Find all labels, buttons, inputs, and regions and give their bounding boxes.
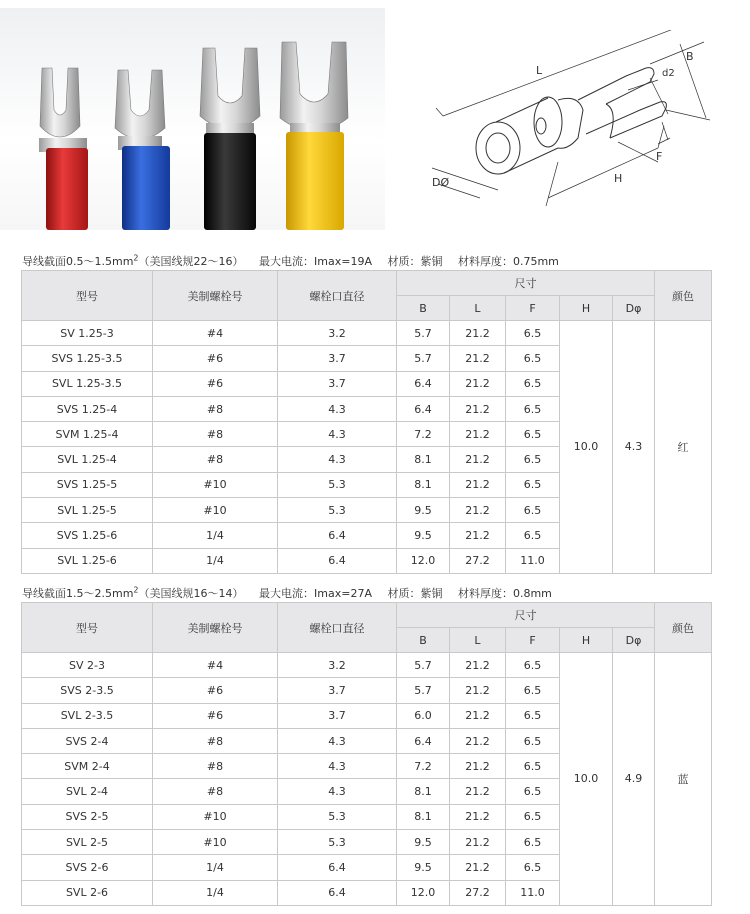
header-size: 尺寸 (397, 271, 655, 296)
cell-bolt-diameter: 5.3 (278, 830, 397, 855)
cell-B: 6.0 (397, 703, 450, 728)
cell-model: SVM 2-4 (22, 754, 153, 779)
spec-table-1 (21, 270, 712, 574)
cell-bolt-diameter: 3.7 (278, 371, 397, 396)
cell-bolt-diameter: 4.3 (278, 779, 397, 804)
cell-model: SV 1.25-3 (22, 321, 153, 346)
cell-B: 12.0 (397, 880, 450, 905)
cell-L: 21.2 (450, 371, 506, 396)
cell-bolt-diameter: 6.4 (278, 523, 397, 548)
cell-model: SVS 1.25-6 (22, 523, 153, 548)
header-L: L (450, 296, 506, 321)
cell-bolt-diameter: 3.7 (278, 703, 397, 728)
cell-F: 6.5 (506, 321, 560, 346)
dimension-drawing (418, 30, 718, 225)
cell-L: 21.2 (450, 447, 506, 472)
spade-terminals-illustration (0, 8, 385, 230)
cell-bolt-diameter: 4.3 (278, 728, 397, 753)
header-D: Dφ (613, 628, 655, 653)
awg-range: （美国线规16～14） (138, 587, 244, 600)
cell-F: 6.5 (506, 523, 560, 548)
cell-us-bolt: #6 (153, 371, 278, 396)
cell-B: 8.1 (397, 447, 450, 472)
cell-L: 21.2 (450, 472, 506, 497)
cell-L: 21.2 (450, 498, 506, 523)
cell-us-bolt: #6 (153, 678, 278, 703)
header-us-bolt: 美制螺栓号 (153, 603, 278, 653)
cell-bolt-diameter: 3.7 (278, 346, 397, 371)
cell-bolt-diameter: 4.3 (278, 447, 397, 472)
cell-L: 21.2 (450, 779, 506, 804)
header-H: H (560, 296, 613, 321)
cell-bolt-diameter: 3.2 (278, 321, 397, 346)
cell-us-bolt: 1/4 (153, 880, 278, 905)
cell-L: 21.2 (450, 678, 506, 703)
cell-F: 6.5 (506, 830, 560, 855)
header-B: B (397, 296, 450, 321)
cell-model: SVS 2-5 (22, 804, 153, 829)
cell-B: 5.7 (397, 346, 450, 371)
cell-bolt-diameter: 3.2 (278, 653, 397, 678)
max-current: 最大电流：Imax=19A (259, 255, 372, 268)
cell-bolt-diameter: 5.3 (278, 498, 397, 523)
cell-H-merged: 10.0 (560, 321, 613, 574)
cell-model: SVM 1.25-4 (22, 422, 153, 447)
cell-bolt-diameter: 4.3 (278, 754, 397, 779)
cross-section: 导线截面1.5～2.5mm (22, 587, 134, 600)
cell-L: 21.2 (450, 653, 506, 678)
cell-B: 7.2 (397, 422, 450, 447)
thickness: 材料厚度：0.8mm (457, 587, 552, 600)
header-B: B (397, 628, 450, 653)
material: 材质：紫铜 (387, 255, 443, 268)
label-H: H (614, 172, 623, 185)
spec-table-2 (21, 602, 712, 906)
header-L: L (450, 628, 506, 653)
cell-L: 21.2 (450, 523, 506, 548)
label-F: F (656, 150, 663, 163)
cell-F: 6.5 (506, 754, 560, 779)
cell-us-bolt: #10 (153, 498, 278, 523)
cell-L: 21.2 (450, 855, 506, 880)
cell-color-merged: 蓝 (655, 653, 712, 906)
cell-bolt-diameter: 4.3 (278, 396, 397, 421)
cell-model: SVS 1.25-5 (22, 472, 153, 497)
cell-F: 6.5 (506, 779, 560, 804)
cell-F: 11.0 (506, 548, 560, 573)
cell-model: SVL 1.25-5 (22, 498, 153, 523)
header-bolt-diameter: 螺栓口直径 (278, 271, 397, 321)
cell-model: SVL 1.25-6 (22, 548, 153, 573)
cell-bolt-diameter: 3.7 (278, 678, 397, 703)
cell-bolt-diameter: 4.3 (278, 422, 397, 447)
cell-model: SVS 2-4 (22, 728, 153, 753)
cell-F: 6.5 (506, 678, 560, 703)
cell-us-bolt: #10 (153, 804, 278, 829)
cell-B: 5.7 (397, 653, 450, 678)
cell-F: 6.5 (506, 422, 560, 447)
cell-F: 6.5 (506, 447, 560, 472)
cell-L: 27.2 (450, 548, 506, 573)
header-model: 型号 (22, 271, 153, 321)
table-row (22, 321, 712, 346)
cell-L: 21.2 (450, 346, 506, 371)
cell-L: 21.2 (450, 728, 506, 753)
cell-us-bolt: #8 (153, 396, 278, 421)
header-model: 型号 (22, 603, 153, 653)
header-F: F (506, 628, 560, 653)
cell-B: 9.5 (397, 855, 450, 880)
cross-section-sup: 2 (133, 585, 139, 595)
material: 材质：紫铜 (387, 587, 443, 600)
thickness: 材料厚度：0.75mm (457, 255, 559, 268)
header-F: F (506, 296, 560, 321)
cell-B: 6.4 (397, 728, 450, 753)
cell-us-bolt: #4 (153, 321, 278, 346)
cell-F: 6.5 (506, 346, 560, 371)
cell-us-bolt: #6 (153, 346, 278, 371)
table-row (22, 653, 712, 678)
cell-L: 27.2 (450, 880, 506, 905)
cell-D-merged: 4.3 (613, 321, 655, 574)
cell-bolt-diameter: 6.4 (278, 855, 397, 880)
header-bolt-diameter: 螺栓口直径 (278, 603, 397, 653)
cell-F: 6.5 (506, 855, 560, 880)
cell-B: 9.5 (397, 523, 450, 548)
cell-L: 21.2 (450, 703, 506, 728)
label-d2: d2 (662, 68, 675, 79)
cell-color-merged: 红 (655, 321, 712, 574)
cell-model: SVS 1.25-3.5 (22, 346, 153, 371)
header-color: 颜色 (655, 271, 712, 321)
cell-L: 21.2 (450, 754, 506, 779)
cell-F: 11.0 (506, 880, 560, 905)
cell-bolt-diameter: 5.3 (278, 472, 397, 497)
cell-B: 9.5 (397, 830, 450, 855)
cell-model: SVL 2-4 (22, 779, 153, 804)
label-B: B (686, 50, 694, 63)
cell-F: 6.5 (506, 703, 560, 728)
cell-model: SVS 2-6 (22, 855, 153, 880)
spade-terminal-diagram (418, 30, 718, 225)
cell-us-bolt: #4 (153, 653, 278, 678)
cell-F: 6.5 (506, 396, 560, 421)
cell-B: 5.7 (397, 321, 450, 346)
cell-H-merged: 10.0 (560, 653, 613, 906)
cell-us-bolt: #10 (153, 472, 278, 497)
header-size: 尺寸 (397, 603, 655, 628)
cell-L: 21.2 (450, 804, 506, 829)
cell-us-bolt: 1/4 (153, 855, 278, 880)
yellow-terminal (280, 42, 348, 230)
cell-us-bolt: #8 (153, 422, 278, 447)
black-terminal (200, 48, 260, 230)
blue-terminal (115, 70, 170, 230)
cell-D-merged: 4.9 (613, 653, 655, 906)
cell-F: 6.5 (506, 728, 560, 753)
cell-B: 6.4 (397, 396, 450, 421)
product-photo (0, 8, 385, 230)
spec-line-1 (22, 253, 559, 269)
cell-B: 8.1 (397, 472, 450, 497)
cell-bolt-diameter: 5.3 (278, 804, 397, 829)
cell-B: 9.5 (397, 498, 450, 523)
table-1-body (22, 321, 712, 574)
cell-B: 8.1 (397, 804, 450, 829)
cell-model: SVL 2-5 (22, 830, 153, 855)
header-us-bolt: 美制螺栓号 (153, 271, 278, 321)
cell-us-bolt: #8 (153, 728, 278, 753)
cell-model: SV 2-3 (22, 653, 153, 678)
cell-model: SVL 1.25-4 (22, 447, 153, 472)
cell-us-bolt: #6 (153, 703, 278, 728)
cell-us-bolt: 1/4 (153, 548, 278, 573)
cell-F: 6.5 (506, 498, 560, 523)
cell-F: 6.5 (506, 804, 560, 829)
cell-model: SVS 1.25-4 (22, 396, 153, 421)
cell-B: 5.7 (397, 678, 450, 703)
cell-us-bolt: #8 (153, 754, 278, 779)
cell-model: SVL 1.25-3.5 (22, 371, 153, 396)
cell-us-bolt: #8 (153, 447, 278, 472)
cell-B: 12.0 (397, 548, 450, 573)
header-D: Dφ (613, 296, 655, 321)
cell-L: 21.2 (450, 321, 506, 346)
cell-us-bolt: #8 (153, 779, 278, 804)
cell-L: 21.2 (450, 422, 506, 447)
label-D: DØ (432, 176, 450, 189)
cell-model: SVL 2-6 (22, 880, 153, 905)
cell-F: 6.5 (506, 653, 560, 678)
max-current: 最大电流：Imax=27A (259, 587, 372, 600)
cross-section: 导线截面0.5～1.5mm (22, 255, 134, 268)
cross-section-sup: 2 (133, 253, 139, 263)
cell-L: 21.2 (450, 396, 506, 421)
cell-model: SVL 2-3.5 (22, 703, 153, 728)
spec-line-2 (22, 585, 552, 601)
label-L: L (536, 64, 543, 77)
header-H: H (560, 628, 613, 653)
cell-bolt-diameter: 6.4 (278, 548, 397, 573)
cell-us-bolt: 1/4 (153, 523, 278, 548)
table-2-body (22, 653, 712, 906)
cell-us-bolt: #10 (153, 830, 278, 855)
cell-B: 7.2 (397, 754, 450, 779)
cell-bolt-diameter: 6.4 (278, 880, 397, 905)
cell-F: 6.5 (506, 472, 560, 497)
header-color: 颜色 (655, 603, 712, 653)
cell-model: SVS 2-3.5 (22, 678, 153, 703)
awg-range: （美国线规22～16） (138, 255, 244, 268)
cell-F: 6.5 (506, 371, 560, 396)
cell-B: 8.1 (397, 779, 450, 804)
cell-L: 21.2 (450, 830, 506, 855)
cell-B: 6.4 (397, 371, 450, 396)
red-terminal (39, 68, 88, 230)
